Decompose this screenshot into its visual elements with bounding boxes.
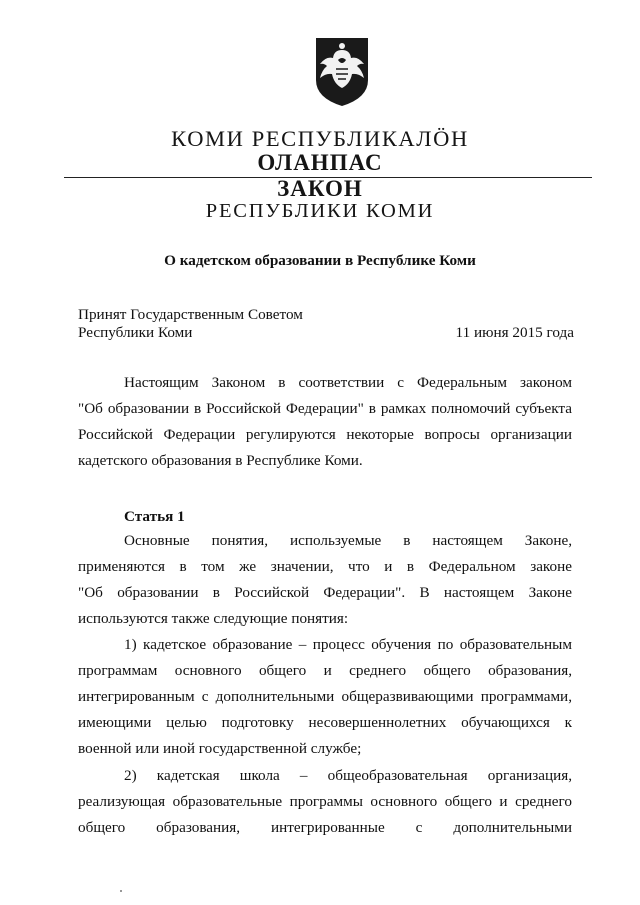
item1-line: программам основного общего и среднего общего образования,	[78, 662, 572, 679]
item2-line: общего образования, интегрированные с дополнительными	[78, 819, 572, 836]
komi-title: КОМИ РЕСПУБЛИКАЛӦН	[171, 126, 469, 151]
preamble-line: кадетского образования в Республике Коми.	[78, 452, 363, 469]
item1-line: военной или иной государственной службе;	[78, 740, 362, 757]
preamble-line: Российской Федерации регулируются некоторые вопросы организации	[78, 426, 572, 443]
olanpas-heading: ОЛАНПАС	[257, 150, 383, 175]
article-intro-line: "Об образовании в Российской Федерации". В настоящем Законе	[78, 584, 572, 601]
coat-of-arms-icon	[314, 36, 370, 108]
adoption-block	[78, 306, 574, 342]
article-heading: Статья 1	[124, 508, 185, 525]
adoption-row	[78, 324, 574, 342]
adoption-date: 11 июня 2015 года	[455, 324, 574, 341]
preamble-line: "Об образовании в Российской Федерации" в рамках полномочий субъекта	[78, 400, 572, 417]
item1-line: интегрированным с дополнительными общеразвивающими программами,	[78, 688, 572, 705]
zakon-heading: ЗАКОН	[277, 176, 363, 201]
item2-line: реализующая образовательные программы основного общего и среднего	[78, 793, 572, 810]
item1-line: 1) кадетское образование – процесс обучения по образовательным	[124, 636, 572, 653]
preamble-line: Настоящим Законом в соответствии с Федеральным законом	[124, 374, 572, 391]
article-intro-line: Основные понятия, используемые в настоящем Законе,	[124, 532, 572, 549]
law-title: О кадетском образовании в Республике Коми	[164, 252, 476, 269]
article-intro-line: используются также следующие понятия:	[78, 610, 349, 627]
item1-line: имеющими целью подготовку несовершеннолетних обучающихся к	[78, 714, 572, 731]
article-intro-line: применяются в том же значении, что и в Федеральном законе	[78, 558, 572, 575]
adoption-body-line1: Принят Государственным Советом	[78, 306, 303, 323]
scan-speck	[120, 890, 122, 892]
adoption-body-line2: Республики Коми	[78, 324, 193, 341]
republic-subtitle: РЕСПУБЛИКИ КОМИ	[205, 200, 435, 222]
item2-line: 2) кадетская школа – общеобразовательная организация,	[124, 767, 572, 784]
